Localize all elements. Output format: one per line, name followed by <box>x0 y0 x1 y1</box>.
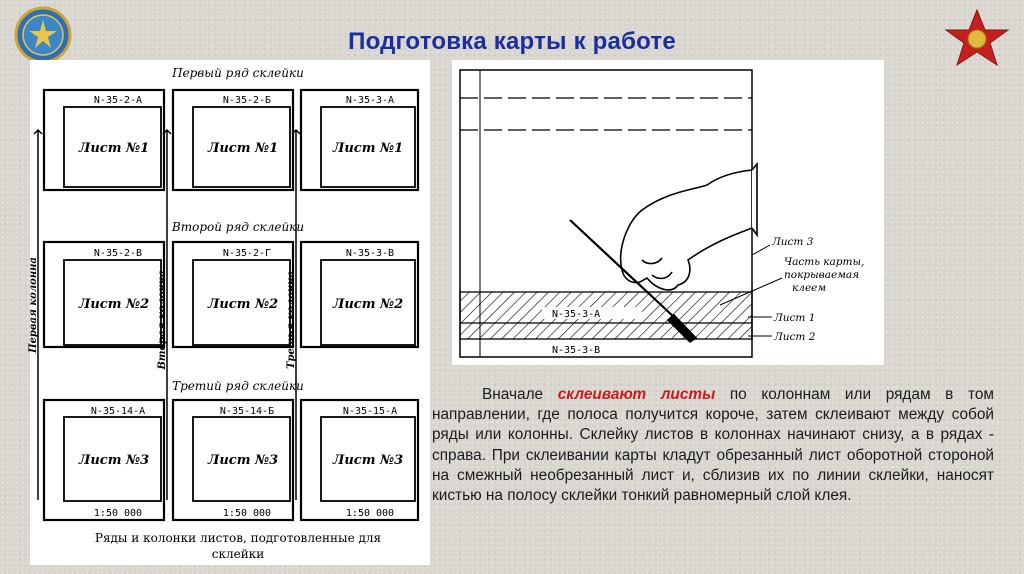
column-label: Третья колонна <box>286 271 297 369</box>
label-covered-part: покрываемая <box>784 269 860 281</box>
label-covered-part: Часть карты, <box>784 256 865 268</box>
page-title: Подготовка карты к работе <box>348 28 676 55</box>
row-label: Третий ряд склейки <box>172 379 304 393</box>
sheet-name: Лист №2 <box>332 297 404 312</box>
label-sheet2: Лист 2 <box>774 331 816 343</box>
sheet-code: N-35-3-А <box>552 309 601 320</box>
column-label: Первая колонна <box>28 257 39 353</box>
highlight-text: склеивают листы <box>557 386 716 403</box>
paragraph-intro: Вначале <box>482 386 558 403</box>
scale-label: 1:50 000 <box>93 508 143 519</box>
sheet-layout-diagram <box>30 60 430 565</box>
sheet-code: N-35-2-Г <box>222 248 272 259</box>
sheet-name: Лист №2 <box>78 297 150 312</box>
sheet-code: N-35-2-Б <box>222 95 272 106</box>
sheet-name: Лист №3 <box>207 453 279 468</box>
red-star-emblem-icon <box>940 8 1014 68</box>
sheet-name: Лист №3 <box>332 453 404 468</box>
scale-label: 1:50 000 <box>222 508 272 519</box>
diagram-caption: Ряды и колонки листов, подготовленные для <box>94 531 382 545</box>
sheet-code: N-35-2-В <box>93 248 143 259</box>
row-label: Второй ряд склейки <box>171 220 305 234</box>
sheet-name: Лист №1 <box>78 141 150 156</box>
sheet-grid-drawing <box>30 60 430 565</box>
diagram-caption: склейки <box>211 547 265 561</box>
sheet-code: N-35-3-В <box>552 345 601 356</box>
label-sheet3: Лист 3 <box>772 236 814 248</box>
sheet-name: Лист №1 <box>207 141 279 156</box>
sheet-code: N-35-14-А <box>90 406 146 417</box>
column-label: Вторая колонна <box>157 270 168 370</box>
gluing-drawing <box>452 60 884 365</box>
sheet-code: N-35-15-А <box>342 406 398 417</box>
instruction-paragraph <box>432 385 994 506</box>
sheet-name: Лист №1 <box>332 141 404 156</box>
sheet-code: N-35-14-Б <box>219 406 275 417</box>
label-covered-part: клеем <box>792 282 827 294</box>
sheet-code: N-35-3-В <box>345 248 395 259</box>
sheet-code: N-35-3-А <box>345 95 395 106</box>
sheet-code: N-35-2-А <box>93 95 143 106</box>
row-label: Первый ряд склейки <box>172 66 304 80</box>
gluing-illustration <box>452 60 884 365</box>
sheet-name: Лист №3 <box>78 453 150 468</box>
label-sheet1: Лист 1 <box>774 312 816 324</box>
scale-label: 1:50 000 <box>345 508 395 519</box>
sheet-name: Лист №2 <box>207 297 279 312</box>
paragraph-body: по колоннам или рядам в том направлении, где полоса получится короче, затем склеивают между собой ряды или колонны. Склейку листов в колоннах начинают снизу, а в рядах - справа. При склеивании карты кладут обрезанный лист оборотной стороной на смежный необрезанный лист и, сблизив их по линии склейки, наносят кистью на полосу склейки тонкий равномерный слой клея. <box>432 386 994 505</box>
